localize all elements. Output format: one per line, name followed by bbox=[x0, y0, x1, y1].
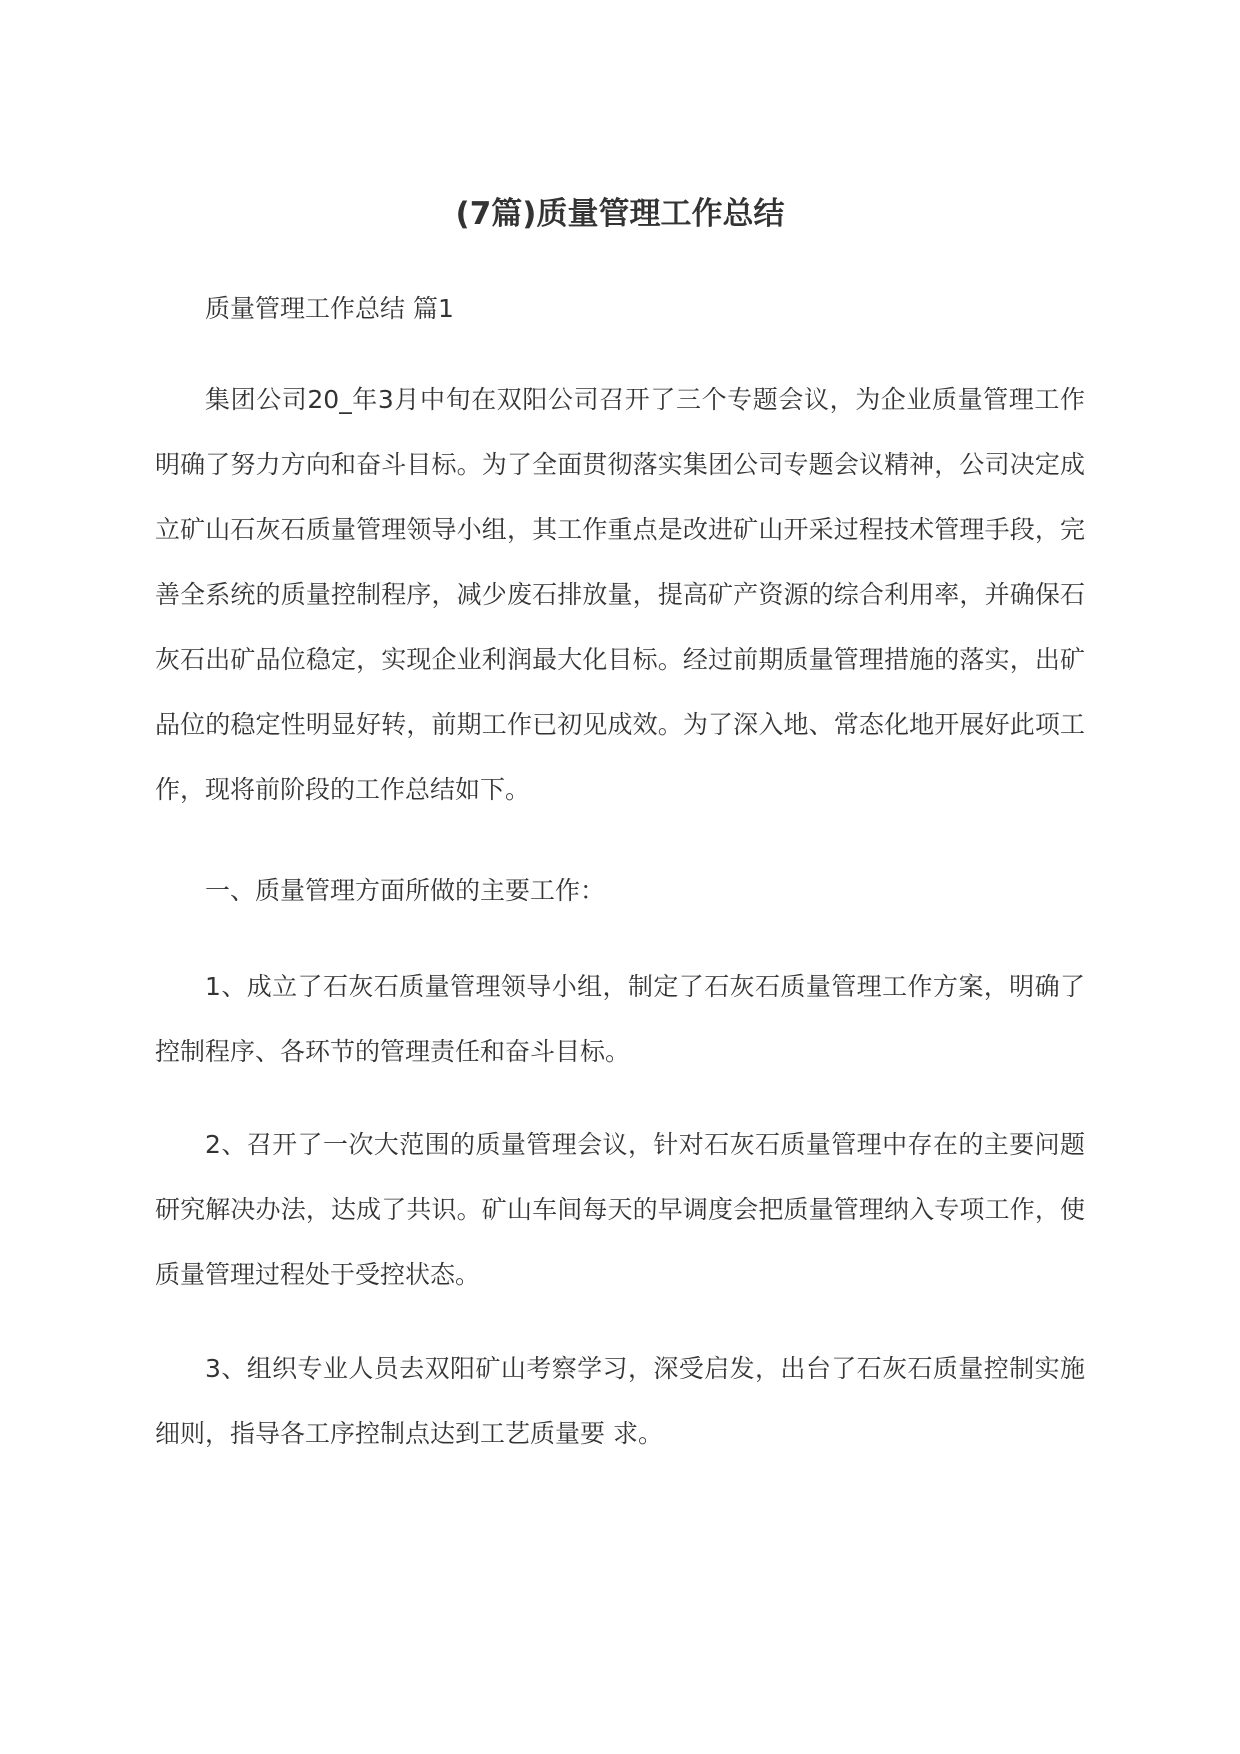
document-title: (7篇)质量管理工作总结 bbox=[455, 196, 785, 232]
section-subtitle: 质量管理工作总结 篇1 bbox=[205, 294, 454, 323]
section-heading: 一、质量管理方面所做的主要工作： bbox=[205, 876, 606, 905]
intro-paragraph: 集团公司20_年3月中旬在双阳公司召开了三个专题会议，为企业质量管理工作明确了努力方向和奋斗目标。为了全面贯彻落实集团公司专题会议精神，公司决定成立矿山石灰石质量管理领导小组，其工作重点是改进矿山开采过程技术管理手段，完善全系统的质量控制程序，减少废石排放量，提高矿产资源的综合利用率，并确保石灰石出矿品位稳定，实现企业利润最大化目标。经过前期质量管理措施的落实，出矿品位的稳定性明显好转，前期工作已初见成效。为了深入地、常态化地开展好此项工作，现将前阶段的工作总结如下。 bbox=[155, 385, 1085, 804]
list-item-3: 3、组织专业人员去双阳矿山考察学习，深受启发，出台了石灰石质量控制实施细则，指导各工序控制点达到工艺质量要 求。 bbox=[155, 1354, 1085, 1448]
list-item-2: 2、召开了一次大范围的质量管理会议，针对石灰石质量管理中存在的主要问题研究解决办法，达成了共识。矿山车间每天的早调度会把质量管理纳入专项工作，使质量管理过程处于受控状态。 bbox=[155, 1130, 1085, 1289]
list-item-1: 1、成立了石灰石质量管理领导小组，制定了石灰石质量管理工作方案，明确了控制程序、各环节的管理责任和奋斗目标。 bbox=[155, 972, 1085, 1066]
